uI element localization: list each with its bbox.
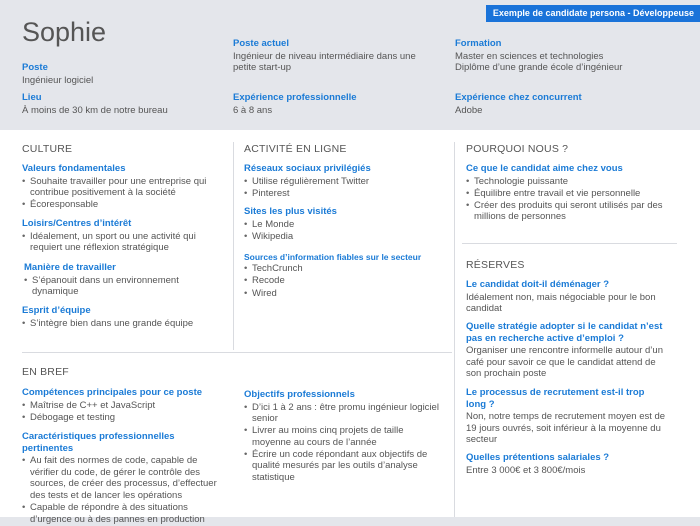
experience-label: Expérience professionnelle xyxy=(233,92,357,103)
maniere-label: Manière de travailler xyxy=(24,262,116,273)
list-item: • Débogage et testing xyxy=(22,412,227,424)
bref-objectifs xyxy=(244,389,444,484)
header-lieu xyxy=(22,92,212,116)
header-concurrent xyxy=(455,92,685,116)
sites-label: Sites les plus visités xyxy=(244,206,337,217)
concurrent-label: Expérience chez concurrent xyxy=(455,92,582,103)
list-item: • Livrer au moins cinq projets de taille moyenne au cours de l’année xyxy=(244,425,444,448)
list-item: • Utilise régulièrement Twitter xyxy=(244,176,444,188)
poste-value: Ingénieur logiciel xyxy=(22,74,94,86)
reserves-q2 xyxy=(466,321,666,380)
q3-label: Le processus de recrutement est-il trop long ? xyxy=(466,387,645,410)
list-item: • D’ici 1 à 2 ans : être promu ingénieur logiciel senior xyxy=(244,402,444,425)
divider-culture-activite xyxy=(233,142,234,350)
q3-answer: Non, notre temps de recrutement moyen est de 19 jours ouvrés, soit inférieur à la moyenne du secteur xyxy=(466,411,666,446)
formation-label: Formation xyxy=(455,38,502,49)
esprit-label: Esprit d’équipe xyxy=(22,305,91,316)
list-item: • Écoresponsable xyxy=(22,199,222,211)
bref-title: EN BREF xyxy=(22,366,69,378)
list-item: • Souhaite travailler pour une entreprise qui contribue positivement à la société xyxy=(22,176,222,199)
culture-valeurs xyxy=(22,163,222,211)
header-formation xyxy=(455,38,685,74)
list-item: • Pinterest xyxy=(244,188,444,200)
reserves-q1 xyxy=(466,279,666,315)
q1-label: Le candidat doit-il déménager ? xyxy=(466,279,610,290)
reseaux-label: Réseaux sociaux privilégiés xyxy=(244,163,371,174)
list-item: • Wikipedia xyxy=(244,231,444,243)
divider-reserves xyxy=(462,243,677,244)
pourquoi-title: POURQUOI NOUS ? xyxy=(466,143,569,155)
activite-title: ACTIVITÉ EN LIGNE xyxy=(244,143,347,155)
divider-activite-pourquoi xyxy=(454,142,455,517)
list-item: • Idéalement, un sport ou une activité qui requiert une réflexion stratégique xyxy=(22,231,222,254)
bref-competences xyxy=(22,387,227,424)
list-item: • Équilibre entre travail et vie personnelle xyxy=(466,188,676,200)
loisirs-label: Loisirs/Centres d’intérêt xyxy=(22,218,132,229)
culture-loisirs xyxy=(22,218,222,254)
q4-label: Quelles prétentions salariales ? xyxy=(466,452,610,463)
concurrent-value: Adobe xyxy=(455,104,483,116)
activite-reseaux xyxy=(244,163,444,200)
list-item: • S’épanouit dans un environnement dynamique xyxy=(24,275,224,298)
list-item: • Au fait des normes de code, capable de vérifier du code, de gérer le contrôle des sources, de créer des processus, d’effectuer des tests et de lancer les opérations xyxy=(22,455,227,501)
reserves-q4 xyxy=(466,452,666,476)
list-item: • Technologie puissante xyxy=(466,176,676,188)
experience-value: 6 à 8 ans xyxy=(233,104,273,116)
list-item: • Wired xyxy=(244,288,449,300)
divider-en-bref xyxy=(22,352,452,353)
valeurs-label: Valeurs fondamentales xyxy=(22,163,126,174)
persona-banner: Exemple de candidate persona - Développeuse xyxy=(486,5,700,22)
q1-answer: Idéalement non, mais négociable pour le bon candidat xyxy=(466,291,656,315)
reserves-q3 xyxy=(466,387,666,446)
list-item: • Capable de répondre à des situations d’urgence ou à des pannes en production xyxy=(22,502,227,525)
list-item: • S’intègre bien dans une grande équipe xyxy=(22,318,227,330)
objectifs-label: Objectifs professionnels xyxy=(244,389,355,400)
q4-answer: Entre 3 000€ et 3 800€/mois xyxy=(466,464,586,476)
list-item: • Recode xyxy=(244,275,449,287)
activite-sources xyxy=(244,252,449,300)
reserves-title: RÉSERVES xyxy=(466,259,525,271)
q2-label: Quelle stratégie adopter si le candidat n’est pas en recherche active d’emploi ? xyxy=(466,321,663,344)
sources-label: Sources d’information fiables sur le secteur xyxy=(244,252,422,262)
header-poste xyxy=(22,62,212,86)
poste-actuel-value: Ingénieur de niveau intermédiaire dans une petite start-up xyxy=(233,50,416,74)
persona-name: Sophie xyxy=(22,17,107,47)
competences-label: Compétences principales pour ce poste xyxy=(22,387,203,398)
formation-line2: Diplôme d’une grande école d’ingénieur xyxy=(455,62,623,74)
pourquoi-aime xyxy=(466,163,676,223)
list-item: • TechCrunch xyxy=(244,263,449,275)
bref-caracteristiques xyxy=(22,431,227,526)
poste-actuel-label: Poste actuel xyxy=(233,38,289,49)
formation-line1: Master en sciences et technologies xyxy=(455,50,604,62)
header-experience xyxy=(233,92,423,116)
list-item: • Maîtrise de C++ et JavaScript xyxy=(22,400,227,412)
activite-sites xyxy=(244,206,444,243)
header-poste-actuel xyxy=(233,38,423,74)
q2-answer: Organiser une rencontre informelle autour d’un café pour savoir ce que le candidat attend de son prochain poste xyxy=(466,345,663,380)
culture-title: CULTURE xyxy=(22,143,73,155)
list-item: • Le Monde xyxy=(244,219,444,231)
culture-maniere xyxy=(24,262,224,298)
aime-label: Ce que le candidat aime chez vous xyxy=(466,163,623,174)
lieu-label: Lieu xyxy=(22,92,42,103)
lieu-value: À moins de 30 km de notre bureau xyxy=(22,104,168,116)
poste-label: Poste xyxy=(22,62,48,73)
list-item: • Écrire un code répondant aux objectifs de qualité mesurés par les outils d’analyse statistique xyxy=(244,449,444,484)
list-item: • Créer des produits qui seront utilisés par des millions de personnes xyxy=(466,200,676,223)
caracteristiques-label: Caractéristiques professionnelles pertinentes xyxy=(22,431,175,454)
culture-esprit xyxy=(22,305,227,330)
